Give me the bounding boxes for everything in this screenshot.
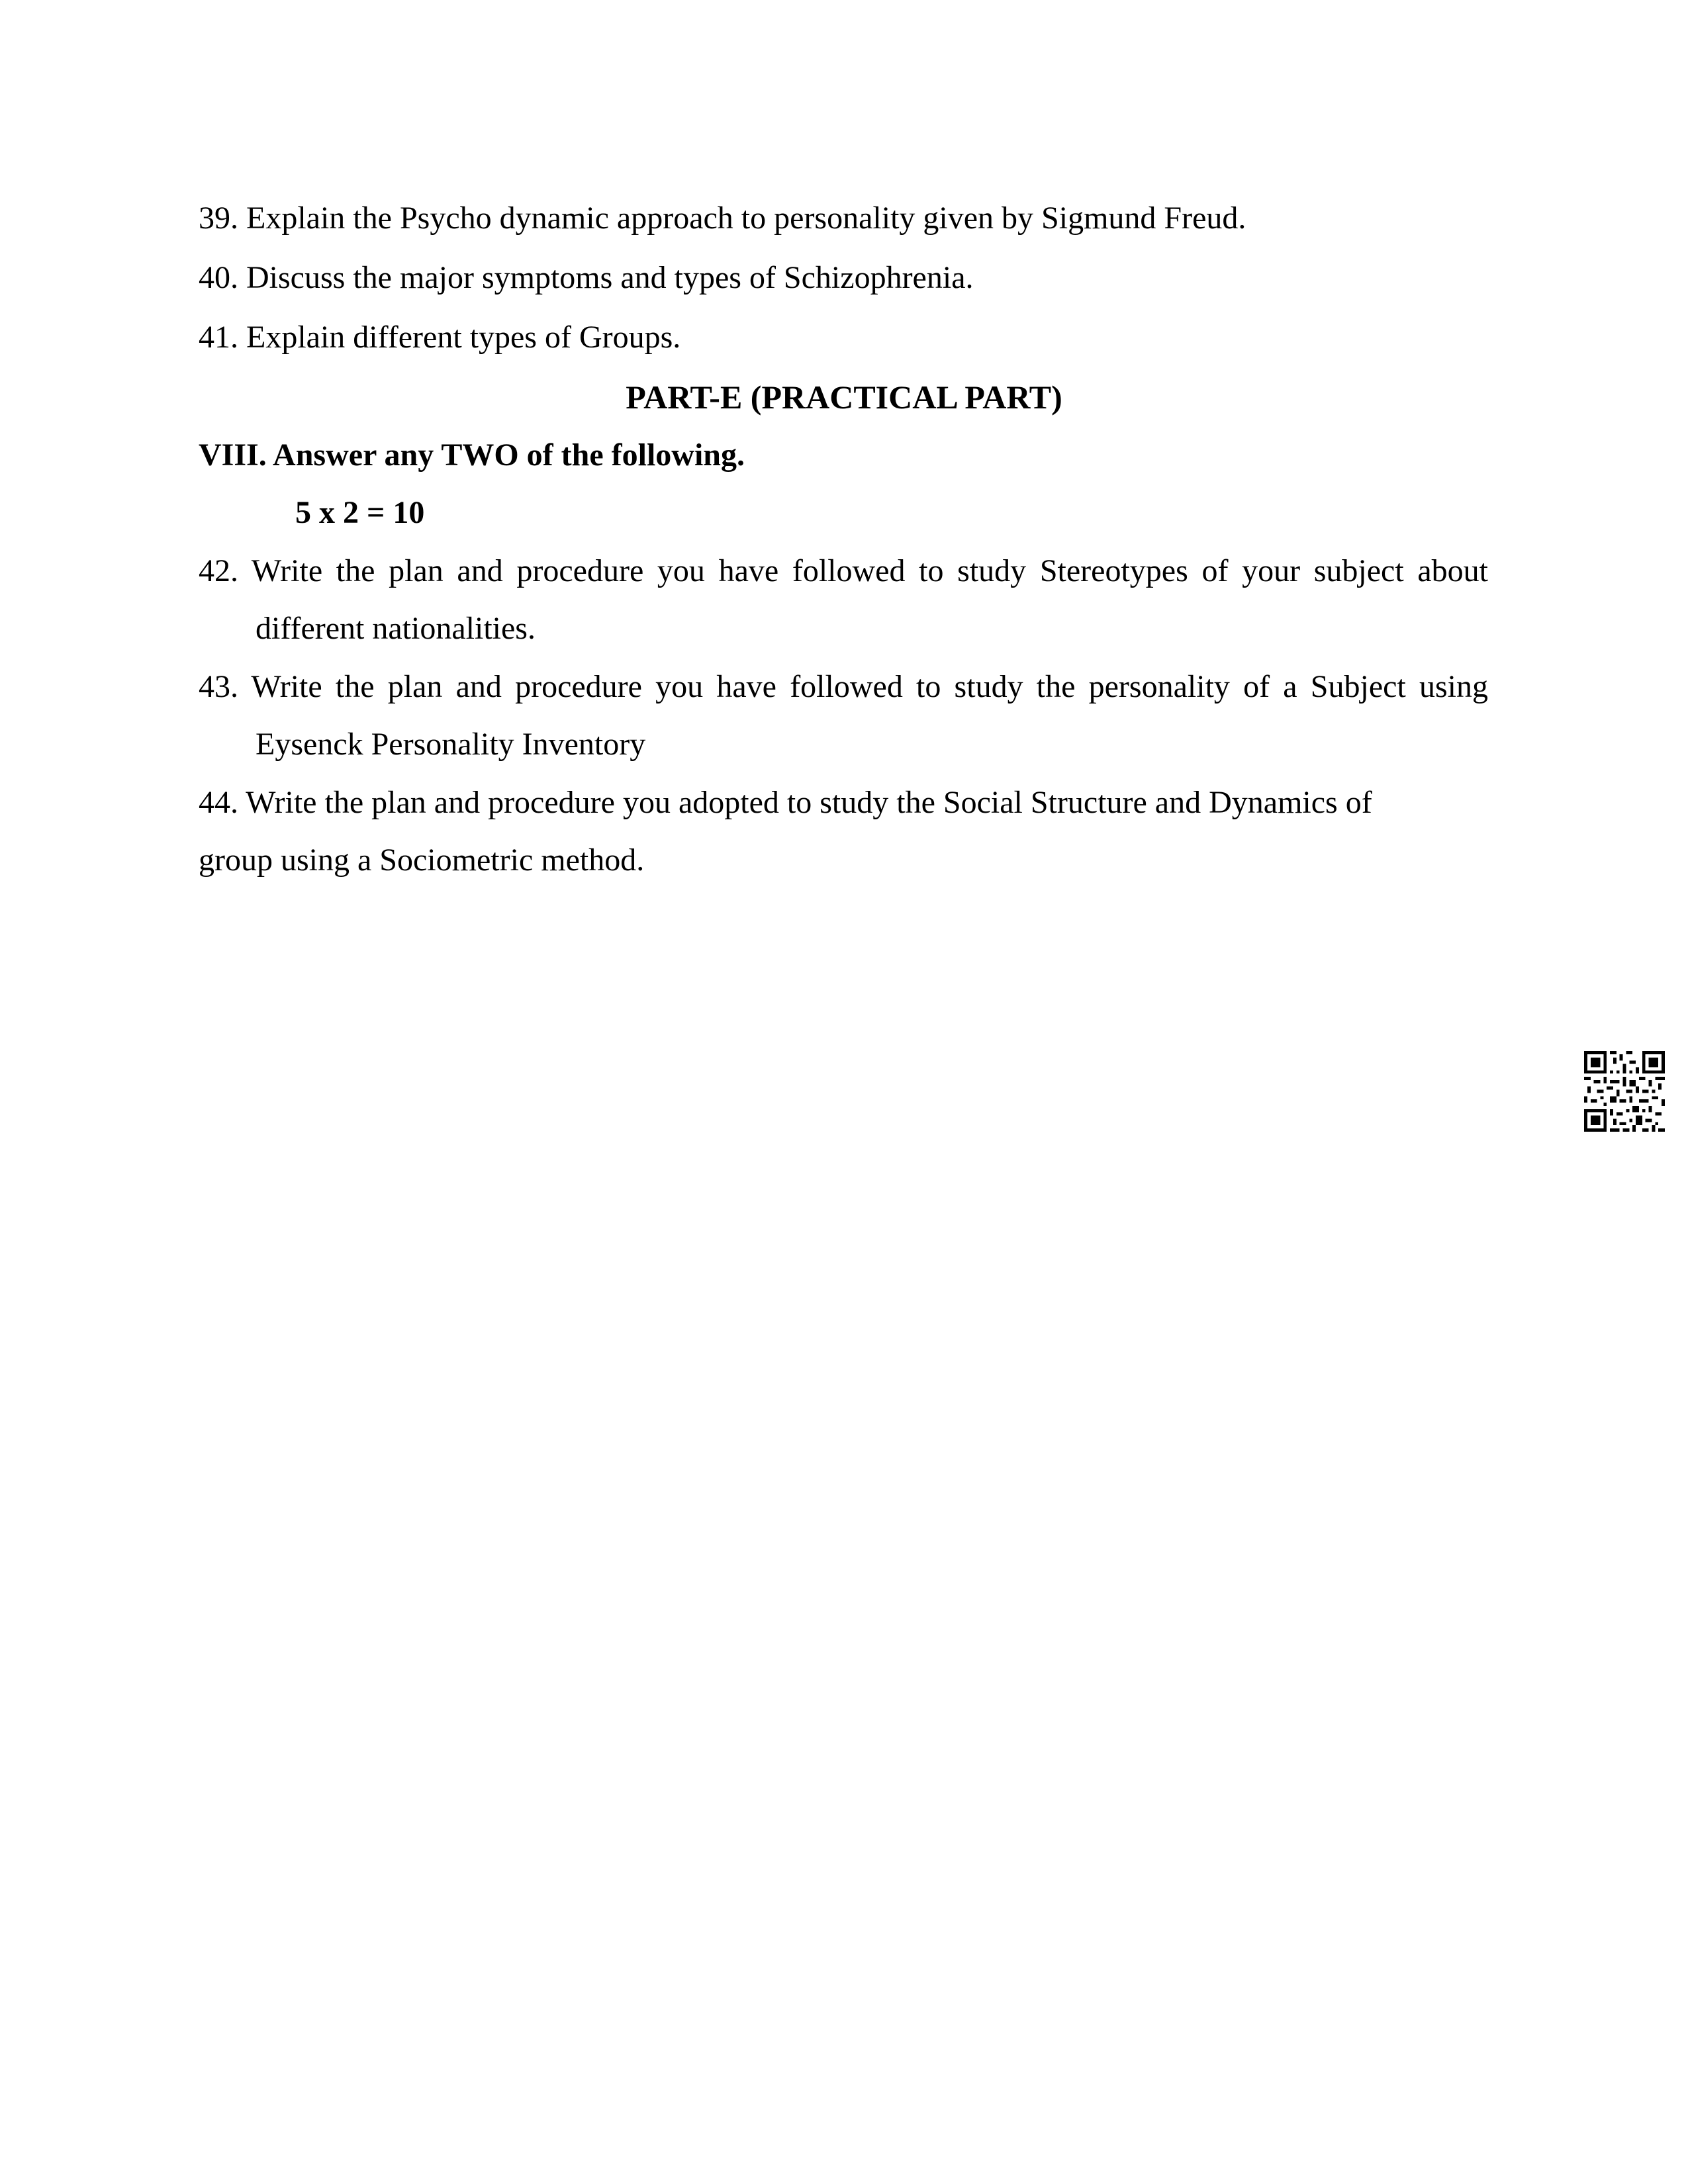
section-instruction: VIII. Answer any TWO of the following.	[199, 437, 745, 473]
qr-code-icon	[1584, 1051, 1665, 1132]
question-43-line1: 43. Write the plan and procedure you have followed to study the personality of a Subject using	[199, 669, 1488, 704]
part-e-heading: PART-E (PRACTICAL PART)	[626, 379, 1062, 416]
question-number: 41.	[199, 320, 238, 355]
question-44-line2: group using a Sociometric method.	[199, 842, 645, 878]
question-39	[199, 199, 1246, 238]
question-40	[199, 258, 974, 298]
question-number: 40.	[199, 260, 238, 295]
question-text: Explain different types of Groups.	[246, 320, 681, 355]
question-43-line2: Eysenck Personality Inventory	[256, 727, 646, 762]
section-marks: 5 x 2 = 10	[295, 495, 425, 530]
question-text: Discuss the major symptoms and types of Schizophrenia.	[246, 260, 974, 295]
question-41	[199, 318, 680, 357]
question-44-line1: 44. Write the plan and procedure you adopted to study the Social Structure and Dynamics of	[199, 785, 1372, 820]
question-42-line2: different nationalities.	[256, 611, 536, 646]
question-number: 39.	[199, 201, 238, 236]
question-text: Explain the Psycho dynamic approach to personality given by Sigmund Freud.	[246, 201, 1246, 236]
question-42-line1: 42. Write the plan and procedure you have followed to study Stereotypes of your subject about	[199, 553, 1488, 588]
